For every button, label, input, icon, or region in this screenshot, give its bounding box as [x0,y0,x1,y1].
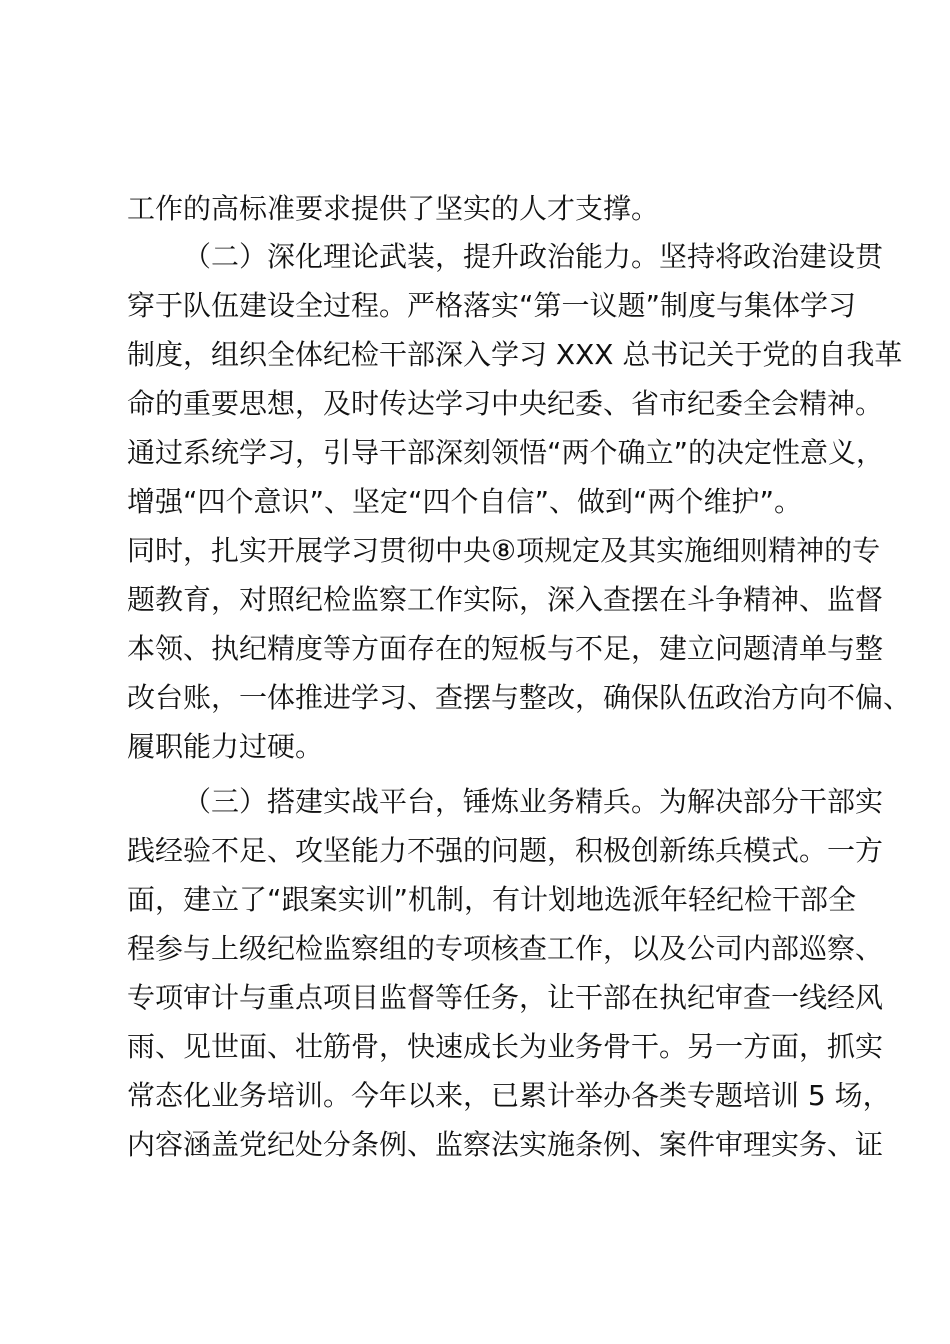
text-line: 常态化业务培训。今年以来，已累计举办各类专题培训 5 场， [127,1079,891,1112]
text-line: 穿于队伍建设全过程。严格落实“第一议题”制度与集体学习 [127,289,857,322]
text-line: 专项审计与重点项目监督等任务，让干部在执纪审查一线经风 [127,981,884,1014]
section-heading-3: （三）搭建实战平台，锤炼业务精兵。为解决部分干部实 [183,785,884,818]
text-line: 同时，扎实开展学习贯彻中央⑧项规定及其实施细则精神的专 [127,534,881,567]
text-line: 本领、执纪精度等方面存在的短板与不足，建立问题清单与整 [127,632,884,665]
text-line: 命的重要思想，及时传达学习中央纪委、省市纪委全会精神。 [127,387,884,420]
text-line: 增强“四个意识”、坚定“四个自信”、做到“两个维护”。 [127,485,803,518]
text-line: 践经验不足、攻坚能力不强的问题，积极创新练兵模式。一方 [127,834,884,867]
text-line: 工作的高标准要求提供了坚实的人才支撑。 [127,192,660,225]
text-line: 通过系统学习，引导干部深刻领悟“两个确立”的决定性意义， [127,436,885,469]
text-line: 面，建立了“跟案实训”机制，有计划地选派年轻纪检干部全 [127,883,857,916]
text-line: 制度，组织全体纪检干部深入学习 XXX 总书记关于党的自我革 [127,338,903,371]
text-line: 题教育，对照纪检监察工作实际，深入查摆在斗争精神、监督 [127,583,884,616]
text-line: 履职能力过硬。 [127,730,324,763]
section-heading-2: （二）深化理论武装，提升政治能力。坚持将政治建设贯 [183,240,884,273]
text-line: 程参与上级纪检监察组的专项核查工作，以及公司内部巡察、 [127,932,884,965]
text-line: 改台账，一体推进学习、查摆与整改，确保队伍政治方向不偏、 [127,681,912,714]
text-line: 内容涵盖党纪处分条例、监察法实施条例、案件审理实务、证 [127,1128,884,1161]
text-line: 雨、见世面、壮筋骨，快速成长为业务骨干。另一方面，抓实 [127,1030,884,1063]
